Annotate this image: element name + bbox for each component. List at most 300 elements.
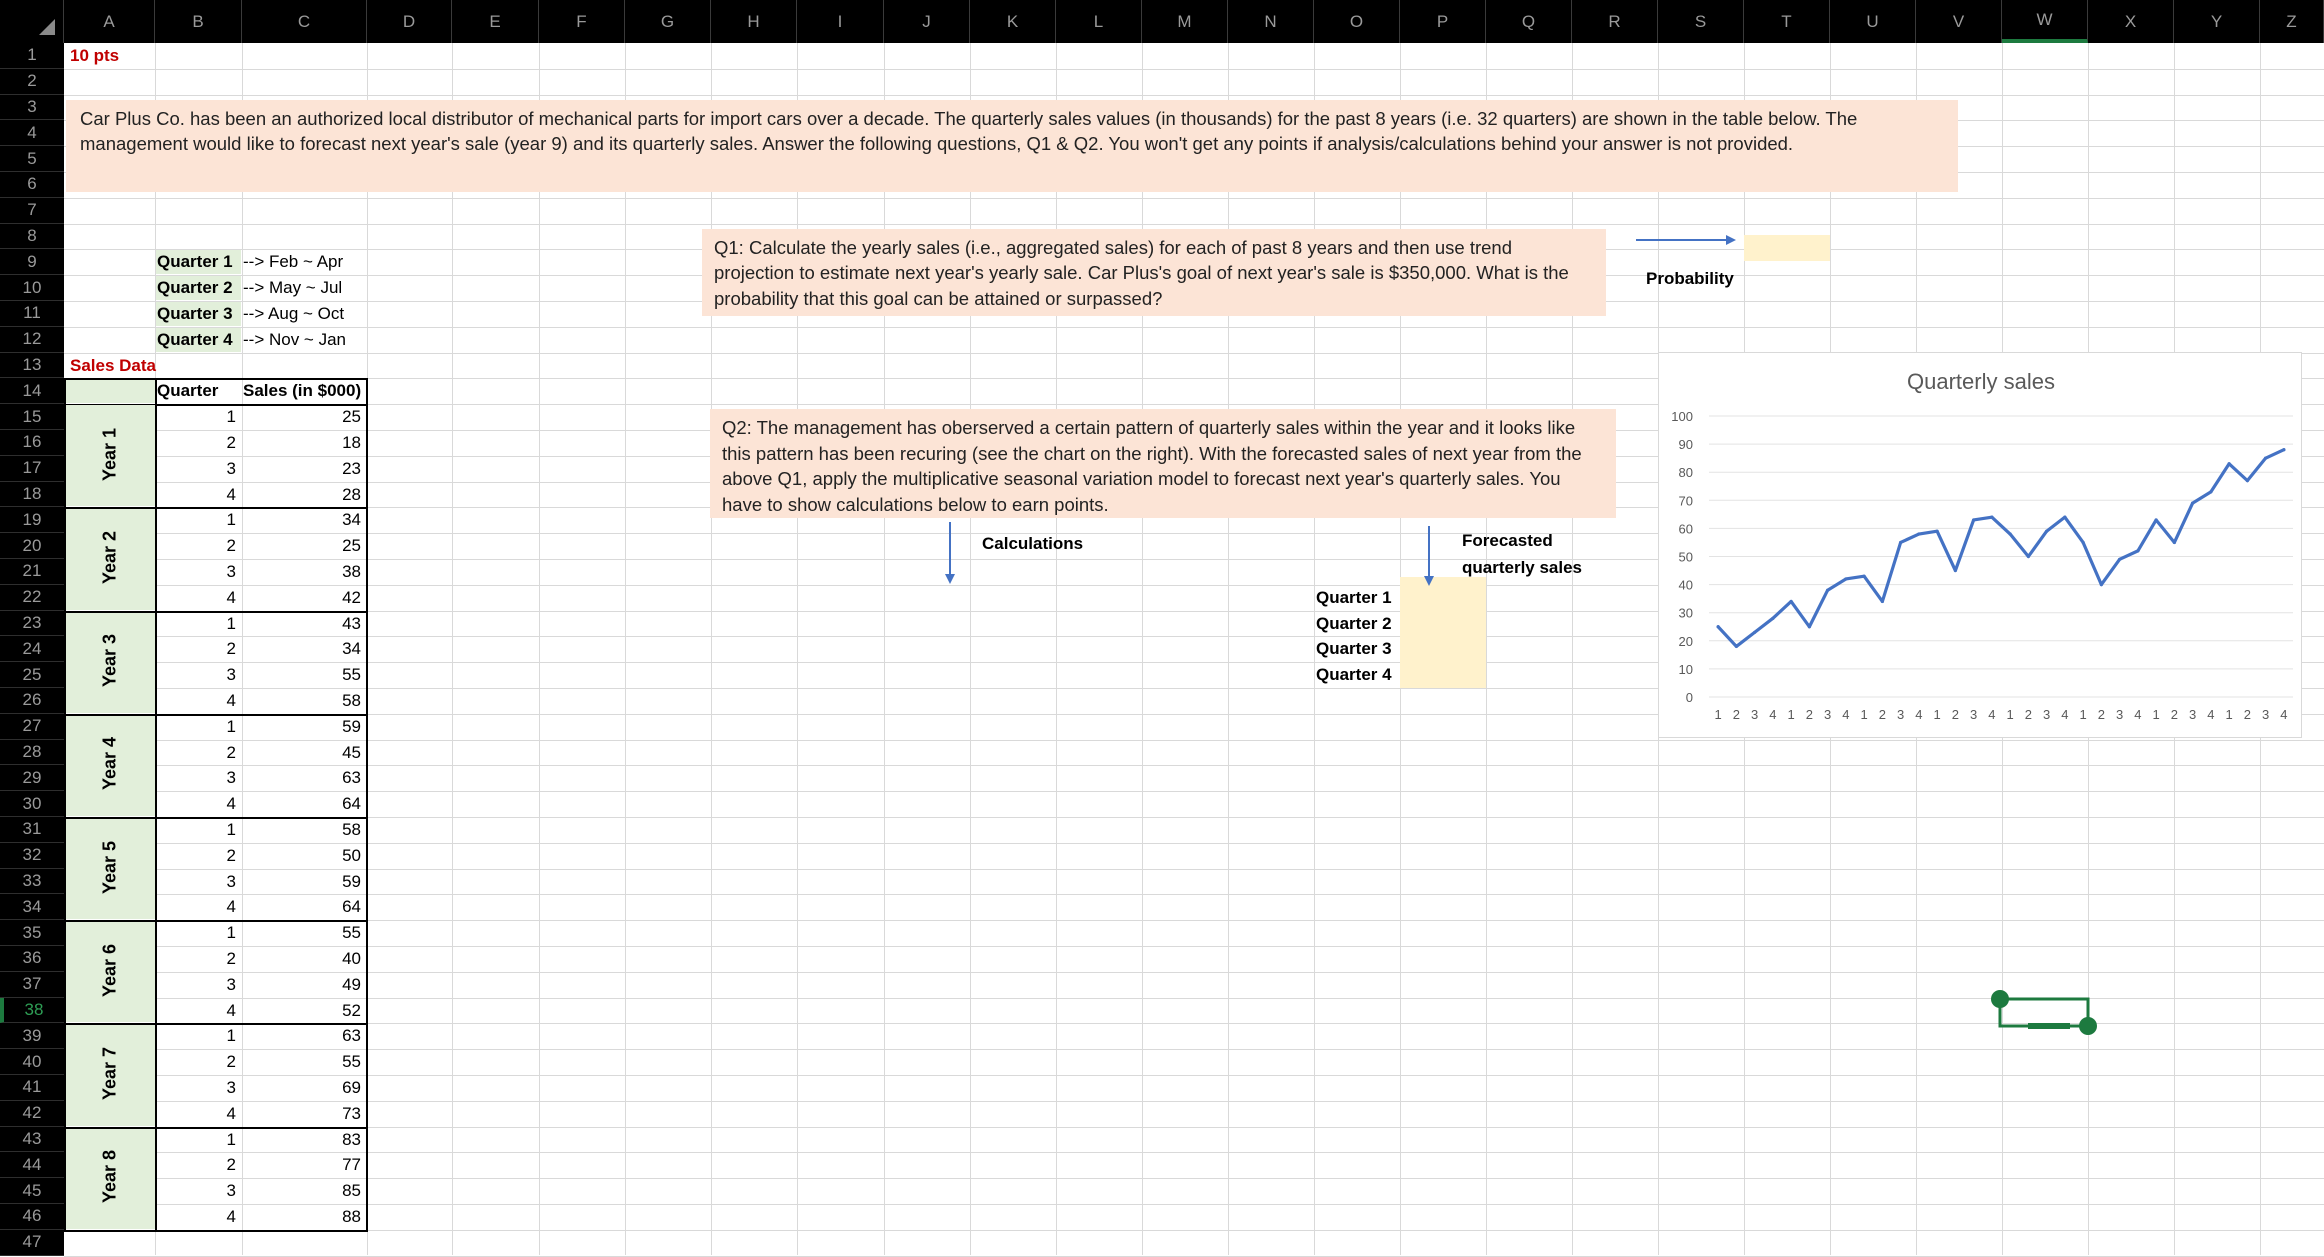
sales-value: 59 [342,871,361,891]
table-border-bottom [64,1230,367,1232]
gridline-horizontal [64,1127,2324,1128]
data-point [1899,541,1902,544]
sales-value: 25 [342,536,361,556]
gridline-vertical [539,43,540,1255]
gridline-horizontal [64,1101,2324,1102]
table-border-right [366,378,368,1231]
arrow-down-icon [945,574,955,584]
quarter-number: 3 [226,768,236,788]
quarter-def-months: --> Nov ~ Jan [243,329,346,349]
column-header-i[interactable]: I [797,0,884,43]
quarter-number: 2 [226,536,236,556]
gridline-horizontal [64,843,2324,844]
row-header-2[interactable]: 2 [0,69,64,95]
row-header-16[interactable]: 16 [0,430,64,456]
quarter-number: 1 [226,510,236,530]
gridline-vertical [1314,43,1315,1255]
sales-value: 45 [342,742,361,762]
sales-value: 63 [342,1026,361,1046]
gridline-horizontal [64,198,2324,199]
quarter-number: 4 [226,897,236,917]
y-tick-label: 40 [1678,577,1693,593]
year-separator [64,714,367,716]
sales-value: 34 [342,639,361,659]
select-all-corner[interactable] [0,0,64,43]
y-tick-label: 10 [1678,661,1693,677]
row-header-36[interactable]: 36 [0,946,64,972]
sales-value: 69 [342,1078,361,1097]
row-header-29[interactable]: 29 [0,765,64,791]
y-tick-label: 50 [1678,549,1693,565]
x-tick-label: 2 [2024,707,2032,722]
data-point [2063,516,2066,519]
quarter-def-months: --> May ~ Jul [243,278,343,298]
gridline-vertical [1142,43,1143,1255]
gridline-horizontal [64,972,2324,973]
year-separator [64,507,367,509]
sales-value: 58 [342,820,361,839]
row-header-14[interactable]: 14 [0,378,64,404]
row-header-21[interactable]: 21 [0,559,64,585]
year-label: Year 1 [99,427,120,481]
row-header-45[interactable]: 45 [0,1178,64,1204]
year-label: Year 6 [99,943,120,997]
sales-value: 43 [342,613,361,633]
quarter-number: 2 [226,433,236,452]
sales-value: 85 [342,1181,361,1201]
gridline-horizontal [64,1075,2324,1076]
quarter-number: 2 [226,949,236,968]
data-point [1881,600,1884,603]
data-point [1936,530,1939,533]
row-header-38[interactable]: 38 [0,998,64,1024]
y-tick-label: 80 [1678,465,1693,481]
row-header-46[interactable]: 46 [0,1204,64,1230]
column-header-n[interactable]: N [1228,0,1314,43]
row-header-4[interactable]: 4 [0,120,64,146]
gridline-horizontal [64,894,2324,895]
row-header-30[interactable]: 30 [0,791,64,817]
x-tick-label: 1 [1714,707,1722,722]
column-header-q[interactable]: Q [1486,0,1572,43]
year-label: Year 7 [99,1046,120,1101]
gridline-horizontal [64,869,2324,870]
x-tick-label: 1 [2006,707,2014,722]
x-tick-label: 1 [2079,707,2087,722]
x-tick-label: 3 [2043,707,2051,722]
intro-box: Car Plus Co. has been an authorized local distributor of mechanical parts for import cars over a decade. The quarterly sales values (in thousands) for the past 8 years (i.e. 32 quarters) are shown in the table below. The management would like to forecast next year's sale (year 9) and its quarterly sales. Answer the following questions, Q1 & Q2. You won't get any points if analysis/calculations behind your answer is not provided. [66,100,1958,193]
year-separator [64,1127,367,1129]
sales-value: 55 [342,665,361,685]
year-label: Year 2 [99,530,120,585]
sales-value: 88 [342,1207,361,1226]
data-point [1735,645,1738,648]
row-header-34[interactable]: 34 [0,894,64,920]
quarter-number: 4 [226,484,236,504]
y-tick-label: 100 [1671,409,1693,424]
gridline-horizontal [64,791,2324,792]
sales-value: 64 [342,794,361,814]
x-tick-label: 2 [1805,707,1813,722]
quarter-number: 3 [226,1181,236,1201]
data-point [2100,583,2103,586]
sales-value: 52 [342,1000,361,1020]
column-header-v[interactable]: V [1916,0,2002,43]
x-tick-label: 3 [1970,707,1978,722]
sales-value: 49 [342,974,361,994]
forecast-row-label: Quarter 4 [1316,665,1392,685]
quarter-number: 1 [226,1026,236,1046]
chart-svg [1659,353,2303,739]
column-header-l[interactable]: L [1056,0,1142,43]
row-header-13[interactable]: 13 [0,353,64,379]
year-label: Year 8 [99,1150,120,1204]
row-header-1[interactable]: 1 [0,43,64,69]
x-tick-label: 3 [2116,707,2124,722]
probability-label: Probability [1646,269,1734,289]
quarter-number: 4 [226,1000,236,1020]
data-point [1717,625,1720,628]
row-header-10[interactable]: 10 [0,275,64,301]
y-tick-label: 20 [1678,633,1693,649]
data-point [2136,549,2139,552]
row-header-27[interactable]: 27 [0,714,64,740]
column-header-p[interactable]: P [1400,0,1486,43]
quarter-number: 4 [226,1103,236,1123]
gridline-vertical [884,43,885,1255]
forecast-row-label: Quarter 2 [1316,613,1392,633]
gridline-horizontal [64,1049,2324,1050]
forecast-row-label: Quarter 3 [1316,639,1392,659]
column-header-f[interactable]: F [539,0,625,43]
row-header-32[interactable]: 32 [0,843,64,869]
gridline-vertical [1486,43,1487,1255]
quarter-number: 2 [226,742,236,762]
sales-value: 50 [342,845,361,865]
quarter-number: 4 [226,691,236,710]
quarter-number: 4 [226,794,236,814]
row-header-47[interactable]: 47 [0,1230,64,1256]
row-header-39[interactable]: 39 [0,1023,64,1049]
row-header-33[interactable]: 33 [0,869,64,895]
data-point [1990,516,1993,519]
gridline-vertical [797,43,798,1255]
y-tick-label: 30 [1678,605,1693,621]
year-label: Year 4 [99,737,120,791]
x-tick-label: 1 [2225,707,2233,722]
sales-value: 64 [342,897,361,917]
row-header-41[interactable]: 41 [0,1075,64,1101]
row-header-7[interactable]: 7 [0,198,64,224]
column-header-r[interactable]: R [1572,0,1658,43]
header-quarter: Quarter [157,381,219,401]
chart-title: Quarterly sales [1907,369,2055,394]
data-point [2082,541,2085,544]
row-header-40[interactable]: 40 [0,1049,64,1075]
quarter-def-months: --> Feb ~ Apr [243,252,344,272]
quarter-number: 1 [226,820,236,839]
x-tick-label: 2 [2170,707,2178,722]
column-header-d[interactable]: D [367,0,452,43]
column-header-t[interactable]: T [1744,0,1830,43]
sales-value: 40 [342,949,361,968]
row-header-19[interactable]: 19 [0,507,64,533]
gridline-horizontal [64,327,2324,328]
gridline-horizontal [64,1204,2324,1205]
probability-input [1744,235,1830,261]
row-header-22[interactable]: 22 [0,585,64,611]
column-header-x[interactable]: X [2088,0,2174,43]
quarter-number: 3 [226,974,236,994]
gridline-horizontal [64,1023,2324,1024]
gridline-horizontal [64,69,2324,70]
quarter-def-label: Quarter 4 [157,329,233,349]
year-label: Year 5 [99,840,120,894]
x-tick-label: 1 [1787,707,1795,722]
row-header-35[interactable]: 35 [0,920,64,946]
data-point [2045,530,2048,533]
quarter-def-label: Quarter 2 [157,278,233,298]
row-header-20[interactable]: 20 [0,533,64,559]
year-separator [64,611,367,613]
row-header-28[interactable]: 28 [0,740,64,766]
year-separator [64,1023,367,1025]
data-point [1954,569,1957,572]
quarter-number: 1 [226,716,236,736]
data-point [1790,600,1793,603]
quarter-number: 3 [226,562,236,581]
column-header-g[interactable]: G [625,0,711,43]
data-point [1808,625,1811,628]
data-point [2191,502,2194,505]
data-point [2246,479,2249,482]
x-tick-label: 2 [1878,707,1886,722]
x-tick-label: 4 [2207,707,2215,722]
column-header-s[interactable]: S [1658,0,1744,43]
year-separator [64,817,367,819]
sales-value: 55 [342,923,361,943]
column-header-k[interactable]: K [970,0,1056,43]
row-header-44[interactable]: 44 [0,1152,64,1178]
x-tick-label: 1 [2152,707,2160,722]
arrow-right-icon [1726,235,1736,245]
x-tick-label: 4 [2280,707,2288,722]
data-point [1972,518,1975,521]
x-tick-label: 3 [1751,707,1759,722]
sales-value: 55 [342,1052,361,1072]
sales-value: 42 [342,587,361,607]
quarter-number: 1 [226,1129,236,1149]
y-tick-label: 90 [1678,437,1693,453]
row-header-6[interactable]: 6 [0,172,64,198]
table-border-top [64,378,367,380]
gridline-horizontal [64,817,2324,818]
gridline-vertical [1572,43,1573,1255]
sales-value: 25 [342,407,361,427]
data-point [2027,555,2030,558]
q2-box: Q2: The management has oberserved a certain pattern of quarterly sales within the year and it looks like this pattern has been recuring (see the chart on the right). With the forecasted sales of next year from the above Q1, apply the multiplicative seasonal variation model to forecast next year's quarterly sales. You have to show calculations below to earn points. [710,409,1616,517]
column-header-b[interactable]: B [155,0,242,43]
gridline-horizontal [64,1256,2324,1257]
x-tick-label: 2 [1732,707,1740,722]
x-tick-label: 4 [2134,707,2142,722]
gridline-vertical [1228,43,1229,1255]
x-tick-label: 4 [1842,707,1850,722]
row-header-11[interactable]: 11 [0,301,64,327]
row-header-25[interactable]: 25 [0,662,64,688]
gridline-vertical [711,43,712,1255]
gridline-horizontal [64,946,2324,947]
quarter-def-label: Quarter 3 [157,304,233,323]
year-label: Year 3 [99,634,120,688]
sales-data-title: Sales Data [70,355,156,375]
quarter-number: 2 [226,639,236,659]
gridline-horizontal [64,998,2324,999]
column-header-o[interactable]: O [1314,0,1400,43]
data-point [2228,462,2231,465]
row-header-9[interactable]: 9 [0,249,64,275]
row-header-5[interactable]: 5 [0,146,64,172]
quarter-number: 3 [226,458,236,478]
quarter-number: 2 [226,845,236,865]
row-header-24[interactable]: 24 [0,636,64,662]
gridline-horizontal [64,1230,2324,1231]
data-point [1917,532,1920,535]
connector-start-handle[interactable] [1991,990,2009,1008]
quarter-number: 4 [226,1207,236,1226]
data-point [2009,532,2012,535]
gridline-vertical [970,43,971,1255]
x-tick-label: 4 [1988,707,1996,722]
x-tick-label: 2 [2243,707,2251,722]
quarter-number: 2 [226,1155,236,1175]
quarter-number: 3 [226,871,236,891]
quarter-def-label: Quarter 1 [157,252,233,272]
points-label: 10 pts [70,46,120,65]
y-tick-label: 0 [1685,690,1693,705]
gridline-vertical [1056,43,1057,1255]
quarter-def-months: --> Aug ~ Oct [243,304,345,323]
row-header-37[interactable]: 37 [0,972,64,998]
data-point [2118,558,2121,561]
y-tick-label: 60 [1678,521,1693,537]
quarter-number: 2 [226,1052,236,1072]
data-point [1826,589,1829,592]
forecast-input-cells [1400,577,1486,688]
series-line-quarterly-sales [1718,450,2284,647]
row-header-26[interactable]: 26 [0,688,64,714]
column-header-w[interactable]: W [2002,0,2088,43]
x-tick-label: 2 [2097,707,2105,722]
quarter-number: 1 [226,407,236,427]
quarter-number: 1 [226,613,236,633]
x-tick-label: 3 [1824,707,1832,722]
column-header-z[interactable]: Z [2260,0,2324,43]
gridline-horizontal [64,765,2324,766]
x-tick-label: 4 [1915,707,1923,722]
gridline-horizontal [64,1152,2324,1153]
q1-box: Q1: Calculate the yearly sales (i.e., aggregated sales) for each of past 8 years and then use trend projection to estimate next year's yearly sale. Car Plus's goal of next year's sale is $350,000. What is the probability that this goal can be attained or surpassed? [702,229,1606,317]
data-point [2155,518,2158,521]
forecast-row-label: Quarter 1 [1316,587,1392,607]
select-all-triangle-icon [39,19,55,35]
gridline-horizontal [64,740,2324,741]
y-tick-label: 70 [1678,493,1693,509]
x-tick-label: 2 [1951,707,1959,722]
column-header-h[interactable]: H [711,0,797,43]
column-header-m[interactable]: M [1142,0,1228,43]
row-header-3[interactable]: 3 [0,95,64,121]
column-header-c[interactable]: C [242,0,367,43]
data-point [1753,631,1756,634]
table-header-fill [65,379,155,403]
data-point [1771,617,1774,620]
quarter-number: 1 [226,923,236,943]
column-header-a[interactable]: A [64,0,155,43]
row-header-15[interactable]: 15 [0,404,64,430]
quarter-number: 3 [226,1078,236,1097]
gridline-horizontal [64,1178,2324,1179]
gridline-horizontal [64,95,2324,96]
data-point [1844,577,1847,580]
row-header-18[interactable]: 18 [0,482,64,508]
quarter-number: 3 [226,665,236,685]
row-header-12[interactable]: 12 [0,327,64,353]
sales-value: 34 [342,510,361,530]
data-point [2282,448,2285,451]
header-sales: Sales (in $000) [243,381,362,401]
quarter-number: 4 [226,587,236,607]
calculations-label: Calculations [982,534,1084,554]
sales-value: 73 [342,1103,361,1123]
sales-value: 63 [342,768,361,788]
column-header-u[interactable]: U [1830,0,1916,43]
data-point [1863,575,1866,578]
column-header-y[interactable]: Y [2174,0,2260,43]
gridline-vertical [452,43,453,1255]
x-tick-label: 3 [2262,707,2270,722]
sales-value: 28 [342,484,361,504]
year-separator [64,920,367,922]
row-header-31[interactable]: 31 [0,817,64,843]
sales-value: 23 [342,458,361,478]
data-point [2173,541,2176,544]
forecast-header-1: Forecasted [1462,531,1553,551]
x-tick-label: 4 [2061,707,2069,722]
x-tick-label: 1 [1933,707,1941,722]
row-header-17[interactable]: 17 [0,456,64,482]
gridline-vertical [625,43,626,1255]
row-header-43[interactable]: 43 [0,1127,64,1153]
sales-value: 58 [342,691,361,710]
forecast-header-2: quarterly sales [1462,558,1583,577]
data-point [2209,490,2212,493]
row-header-8[interactable]: 8 [0,224,64,250]
row-header-42[interactable]: 42 [0,1101,64,1127]
sales-value: 83 [342,1129,361,1149]
sales-value: 77 [342,1155,361,1175]
quarterly-sales-chart[interactable] [1658,352,2302,738]
x-tick-label: 3 [2189,707,2197,722]
column-header-j[interactable]: J [884,0,970,43]
row-header-23[interactable]: 23 [0,611,64,637]
column-header-e[interactable]: E [452,0,539,43]
x-tick-label: 4 [1769,707,1777,722]
x-tick-label: 3 [1897,707,1905,722]
connector-line-top [2000,999,2088,1018]
gridline-horizontal [64,224,2324,225]
sales-value: 59 [342,716,361,736]
